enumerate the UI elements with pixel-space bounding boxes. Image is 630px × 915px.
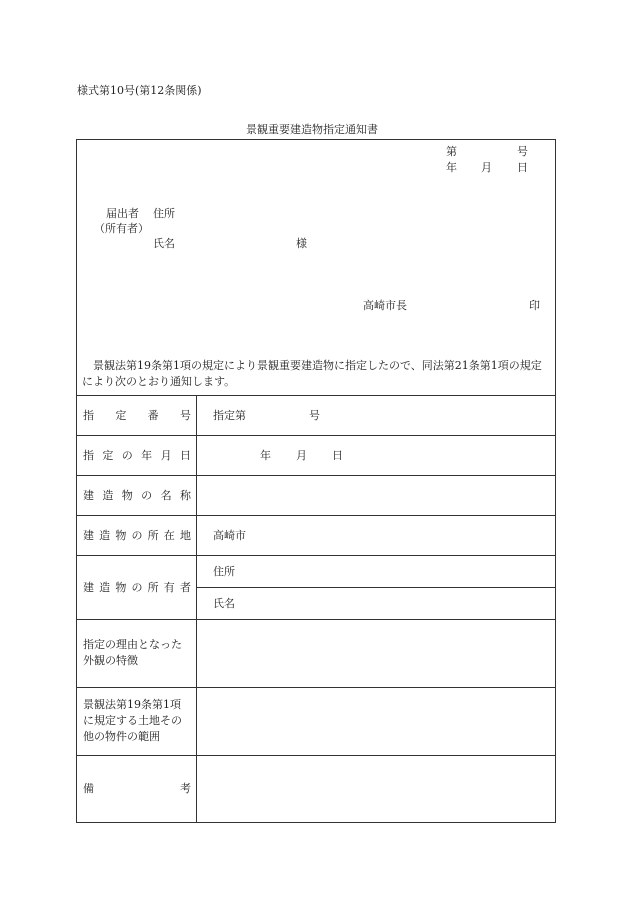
form-number-label: 様式第10号(第12条関係) [77, 84, 202, 97]
notifier-honorific: 様 [296, 237, 307, 250]
number-go: 号 [517, 145, 528, 158]
mayor-title: 高崎市長 [363, 299, 407, 312]
divider [196, 587, 556, 588]
divider [76, 395, 556, 396]
notifier-owner-paren: （所有者） [94, 222, 149, 235]
date-day: 日 [517, 161, 528, 174]
seal-mark: 印 [529, 299, 540, 312]
divider [76, 555, 556, 556]
divider [76, 619, 556, 620]
label-spread: 指 定 番 号 [83, 409, 191, 422]
designation-date-day: 日 [332, 449, 343, 462]
designation-number-suffix: 号 [309, 409, 320, 422]
designation-date-month: 月 [296, 449, 307, 462]
divider [76, 687, 556, 688]
owner-name-label: 氏名 [213, 597, 235, 610]
remarks-label-left: 備 [83, 782, 94, 795]
building-location-value: 高崎市 [213, 529, 246, 542]
divider [76, 475, 556, 476]
document-title: 景観重要建造物指定通知書 [246, 123, 378, 136]
notifier-address-label: 住所 [153, 207, 175, 220]
designation-number-prefix: 指定第 [213, 409, 246, 422]
notice-text: 景観法第19条第1項の規定により景観重要建造物に指定したので、同法第21条第1項の規定により次のとおり通知します。 [82, 359, 542, 388]
land-scope-label: 景観法第19条第1項 に規定する土地その 他の物件の範囲 [83, 698, 182, 743]
number-dai: 第 [446, 145, 457, 158]
divider [76, 755, 556, 756]
owner-address-label: 住所 [213, 565, 235, 578]
divider [76, 435, 556, 436]
building-name-label: 建 造 物 の 名 称 [83, 489, 191, 502]
divider [76, 515, 556, 516]
designation-date-year: 年 [260, 449, 271, 462]
notifier-label: 届出者 [106, 207, 139, 220]
designation-number-label [83, 410, 191, 421]
remarks-label-right: 考 [180, 782, 191, 795]
designation-date-label: 指 定 の 年 月 日 [83, 449, 191, 462]
date-year: 年 [446, 161, 457, 174]
date-month: 月 [481, 161, 492, 174]
designation-reason-label: 指定の理由となった 外観の特徴 [83, 638, 182, 667]
building-location-label: 建 造 物 の 所 在 地 [83, 529, 191, 542]
building-owner-label: 建 造 物 の 所 有 者 [83, 581, 191, 594]
notifier-name-label: 氏名 [153, 237, 175, 250]
column-divider [196, 395, 197, 823]
